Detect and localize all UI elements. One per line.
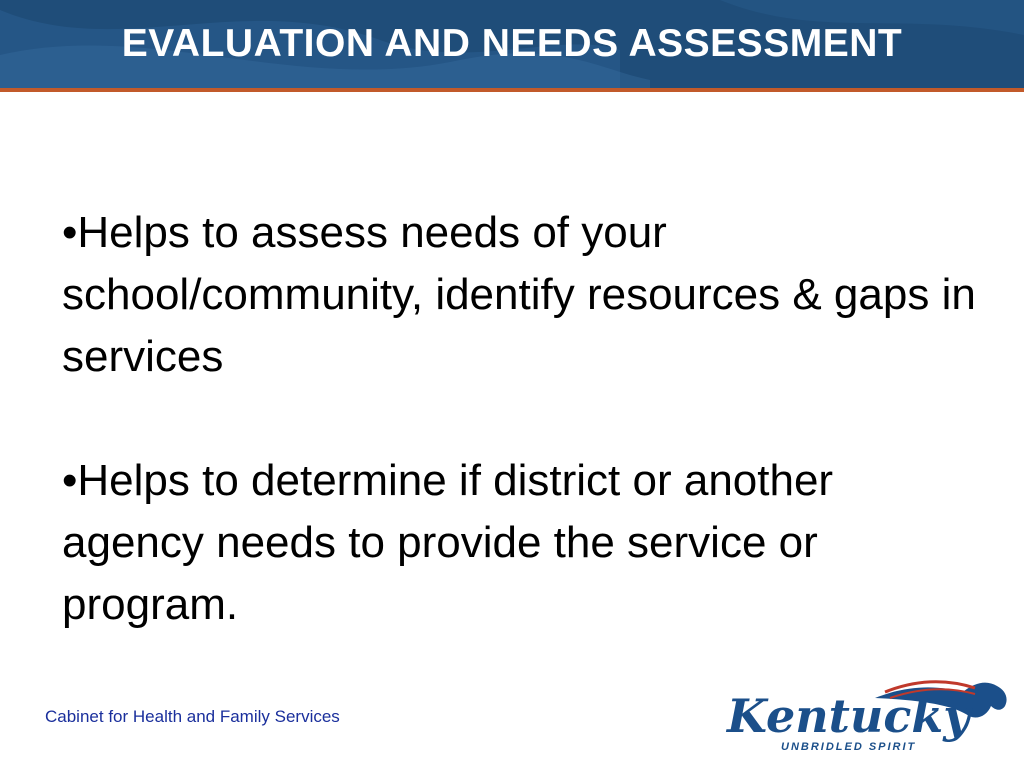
footer-organization: Cabinet for Health and Family Services [45,707,340,726]
logo-wordmark: Kentucky [727,689,970,743]
kentucky-logo [725,676,1015,756]
bullet-item: •Helps to assess needs of your school/community, identify resources & gaps in services [62,208,976,381]
logo-tagline: UNBRIDLED SPIRIT [781,741,917,753]
bullet-item: •Helps to determine if district or another agency needs to provide the service or program. [62,456,834,629]
bullet-list [62,202,982,698]
title-banner [0,0,1024,92]
page-title: EVALUATION AND NEEDS ASSESSMENT [121,22,903,65]
header-divider [0,88,1024,92]
